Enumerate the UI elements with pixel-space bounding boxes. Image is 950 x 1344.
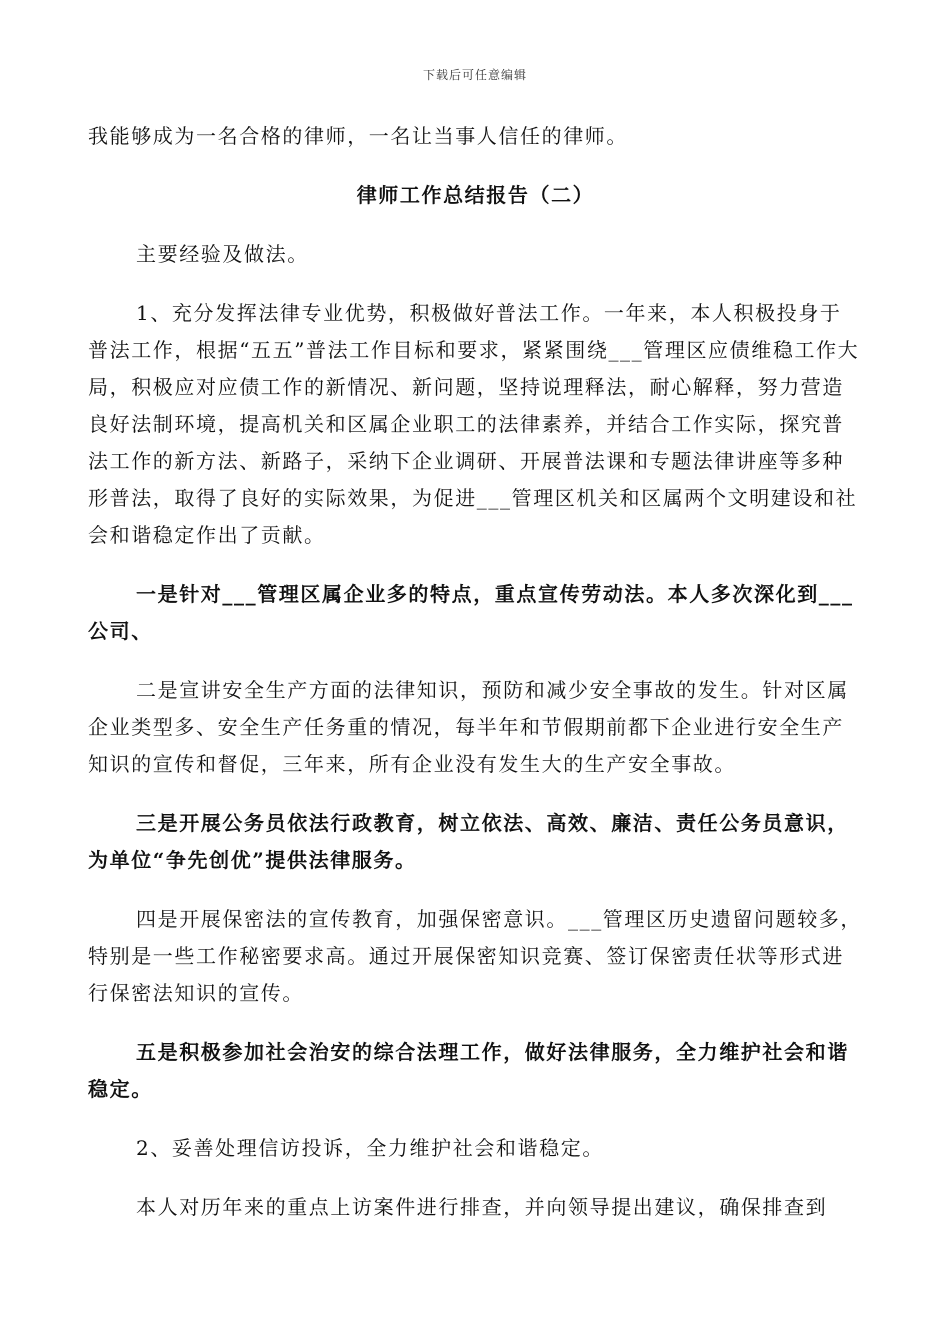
paragraph-item-three: 三是开展公务员依法行政教育，树立依法、高效、廉洁、责任公务员意识，为单位“争先创优”提供法律服务。	[88, 811, 849, 872]
paragraph-continuation: 我能够成为一名合格的律师，一名让当事人信任的律师。	[88, 124, 628, 148]
paragraph-last: 本人对历年来的重点上访案件进行排查，并向领导提出建议，确保排查到	[136, 1195, 828, 1219]
paragraph-item-one: 一是针对___管理区属企业多的特点，重点宣传劳动法。本人多次深化到___公司、	[88, 582, 854, 643]
section-title: 律师工作总结报告（二）	[356, 183, 595, 207]
paragraph-point-2: 2、妥善处理信访投诉，全力维护社会和谐稳定。	[136, 1136, 604, 1160]
paragraph-item-two: 二是宣讲安全生产方面的法律知识，预防和减少安全事故的发生。针对区属企业类型多、安全生产任务重的情况，每半年和节假期前都下企业进行安全生产知识的宣传和督促，三年来，所有企业没有发生大的生产安全事故。	[88, 678, 849, 776]
paragraph-main-experience: 主要经验及做法。	[136, 242, 309, 266]
page-header: 下载后可任意编辑	[422, 68, 527, 82]
paragraph-item-five: 五是积极参加社会治安的综合法理工作，做好法律服务，全力维护社会和谐稳定。	[88, 1040, 849, 1101]
paragraph-point-1: 1、充分发挥法律专业优势，积极做好普法工作。一年来，本人积极投身于普法工作，根据“五五”普法工作目标和要求，紧紧围绕___管理区应债维稳工作大局，积极应对应债工作的新情况、新问题，坚持说理释法，耐心解释，努力营造良好法制环境，提高机关和区属企业职工的法律素养，并结合工作实际，探究普法工作的新方法、新路子，采纳下企业调研、开展普法课和专题法律讲座等多种形普法，取得了良好的实际效果，为促进___管理区机关和区属两个文明建设和社会和谐稳定作出了贡献。	[88, 301, 860, 547]
document-body	[88, 118, 863, 1248]
paragraph-item-four: 四是开展保密法的宣传教育，加强保密意识。___管理区历史遗留问题较多，特别是一些工作秘密要求高。通过开展保密知识竞赛、签订保密责任状等形式进行保密法知识的宣传。	[88, 907, 862, 1005]
